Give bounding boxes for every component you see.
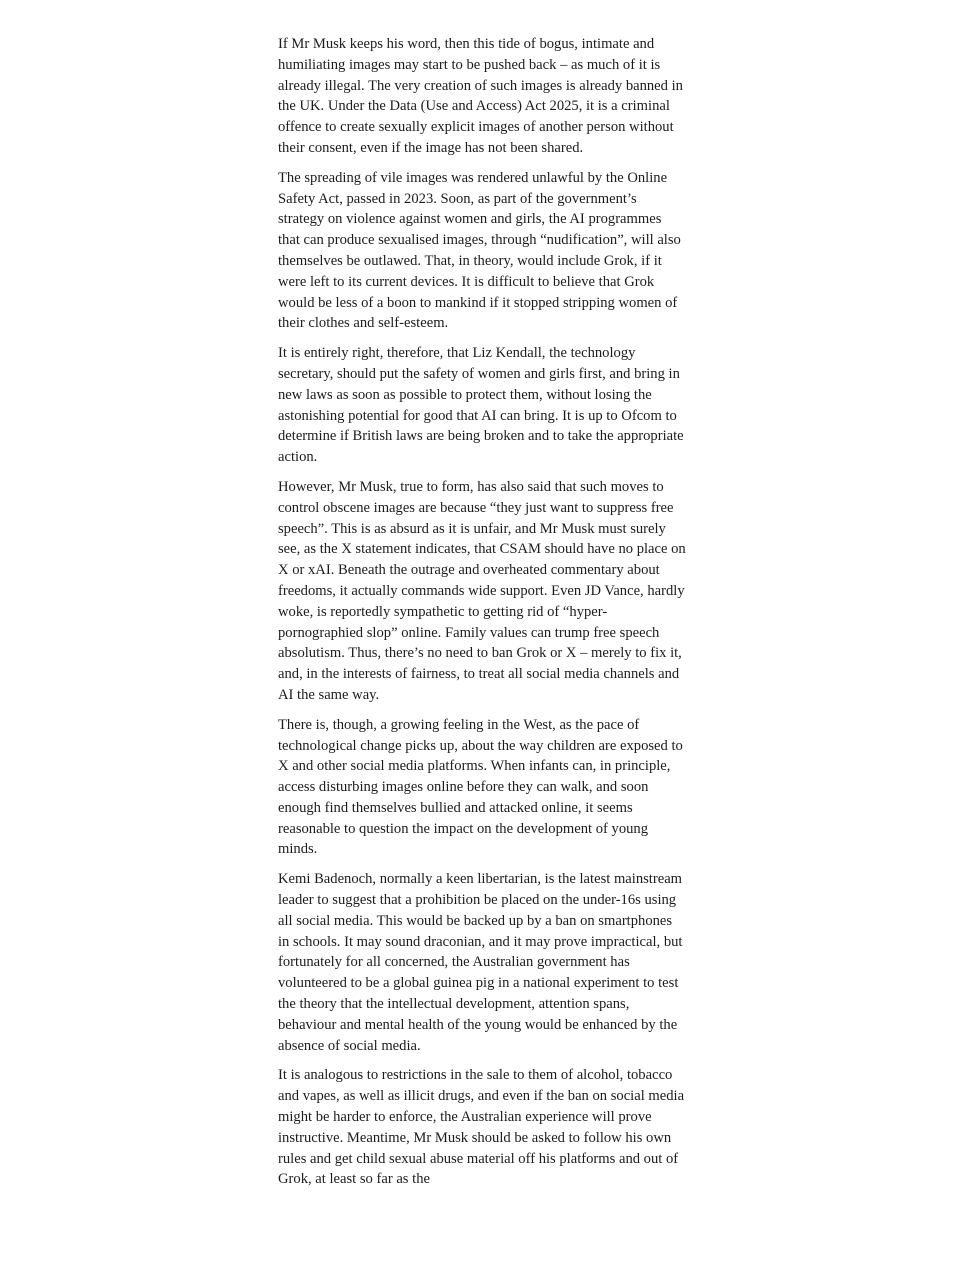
article-paragraph-1: If Mr Musk keeps his word, then this tide of bogus, intimate and humiliating images may start to be pushed back – as much of it is already illegal. The very creation of such images is already banned in the UK. Under the Data (Use and Access) Act 2025, it is a criminal offence to create sexually explicit images of another person without their consent, even if the image has not been shared. [278,36,683,156]
article-paragraph-3: It is entirely right, therefore, that Liz Kendall, the technology secretary, should put the safety of women and girls first, and bring in new laws as soon as possible to protect them, without losing the astonishing potential for good that AI can bring. It is up to Ofcom to determine if British laws are being broken and to take the appropriate action. [278,345,684,466]
article-paragraph-5: There is, though, a growing feeling in the West, as the pace of technological change picks up, about the way children are exposed to X and other social media platforms. When infants can, in principle, access disturbing images online before they can walk, and soon enough find themselves bullied and attacked online, it seems reasonable to question the impact on the development of young minds. [278,716,683,858]
article-body [278,34,686,1199]
article-paragraph-6: Kemi Badenoch, normally a keen libertarian, is the latest mainstream leader to suggest that a prohibition be placed on the under-16s using all social media. This would be backed up by a ban on smartphones in schools. It may sound draconian, and it may prove impractical, but fortunately for all concerned, the Australian government has volunteered to be a global guinea pig in a national experiment to test the theory that the intellectual development, attention spans, behaviour and mental health of the young would be enhanced by the absence of social media. [278,871,683,1054]
article-paragraph-2: The spreading of vile images was rendered unlawful by the Online Safety Act, passed in 2023. Soon, as part of the government’s strategy on violence against women and girls, the AI programmes that can produce sexualised images, through “nudification”, will also themselves be outlawed. That, in theory, would include Grok, if it were left to its current devices. It is difficult to believe that Grok would be less of a boon to mankind if it stopped stripping women of their clothes and self-esteem. [278,169,681,332]
article-paragraph-4: However, Mr Musk, true to form, has also said that such moves to control obscene images are because “they just want to suppress free speech”. This is as absurd as it is unfair, and Mr Musk must surely see, as the X statement indicates, that CSAM should have no place on X or xAI. Beneath the outrage and overheated commentary about freedoms, it actually commands wide support. Even JD Vance, hardly woke, is reportedly sympathetic to getting rid of “hyper-pornographied slop” online. Family values can trump free speech absolutism. Thus, there’s no need to ban Grok or X – merely to fix it, and, in the interests of fairness, to treat all social media channels and AI the same way. [278,478,686,703]
article-paragraph-7: It is analogous to restrictions in the sale to them of alcohol, tobacco and vapes, as well as illicit drugs, and even if the ban on social media might be harder to enforce, the Australian experience will prove instructive. Meantime, Mr Musk should be asked to follow his own rules and get child sexual abuse material off his platforms and out of Grok, at least so far as the [278,1067,685,1188]
